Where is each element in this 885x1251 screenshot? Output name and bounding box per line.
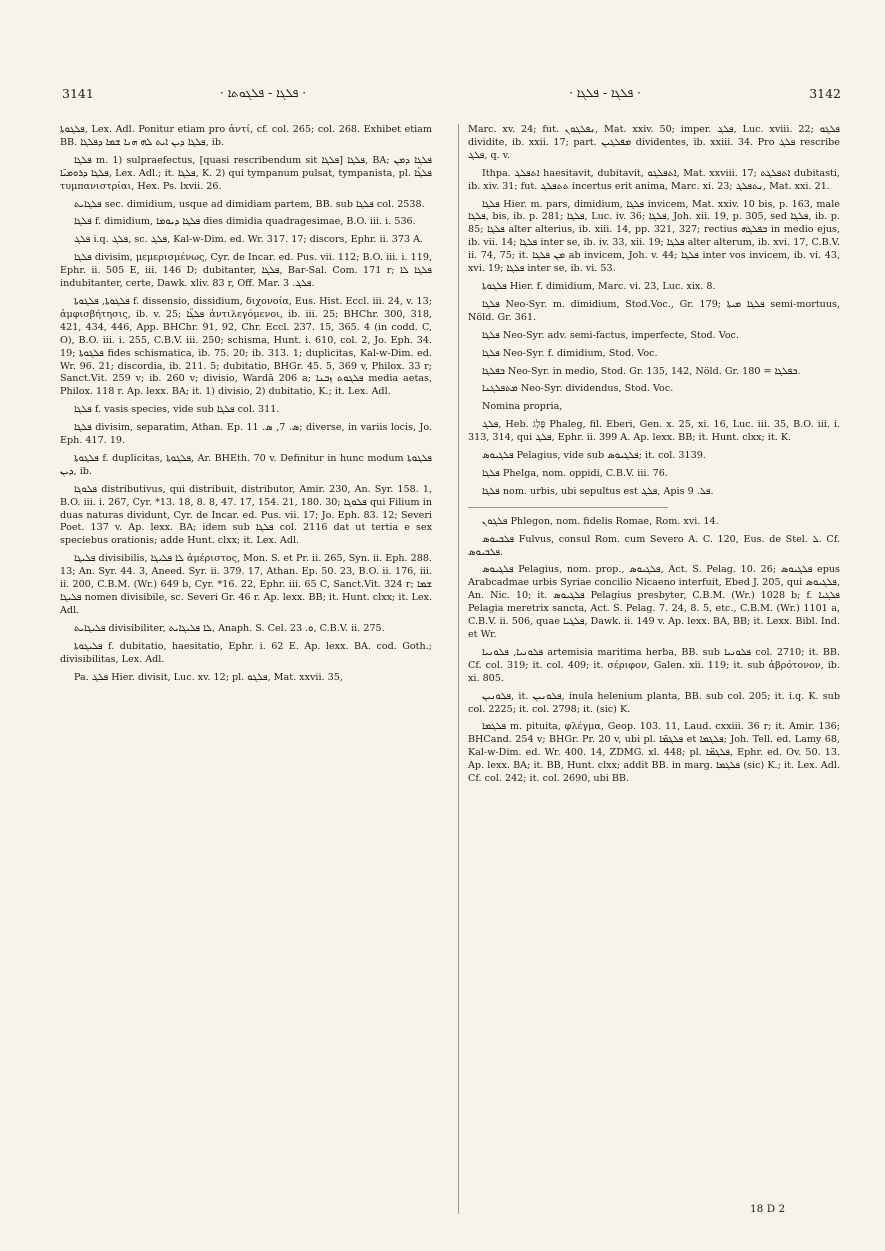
right-running-title: · ܦܠܓܐ - ܦܠܓܐ · xyxy=(569,86,641,100)
dictionary-entry: ܦܠܘܢܝܐ, ܦܠܘܢܝܐ artemisia maritima herba, BB. sub ܦܠܘܢܝܐ col. 2710; it. BB. Cf. col. 319; it. col. 409; it. σέριφον, Galen. xii. 119; it. sub ἀβρότονον, ib. xi. 805. xyxy=(468,646,840,684)
column-divider xyxy=(458,124,459,1214)
dictionary-entry: ܦܠܝܓܘܬܐ f. dubitatio, haesitatio, Ephr. i. 62 E. Ap. lexx. BA. cod. Goth.; divisibilitas, Lex. Adl. xyxy=(60,640,432,665)
dictionary-entry: ܦܠܓܘܬܐ, ܦܠܓܘܬܐ f. dissensio, dissidium, διχονοία, Eus. Hist. Eccl. iii. 24, v. 13; ἀμφισβήτησις, ib. v. 25; ܦܠܓ̈ܐ ἀντιλεγόμενοι, ib. iii. 25; BHChr. 300, 318, 421, 434, 446, App. BHChr. 91, 92, Chr. Eccl. 237. 15, 365. 4 (in codd. C, O), B.O. iii. i. 255, C.B.V. iii. 250; schisma, Hunt. i. 610, col. 2, Jo. Eph. 34. 19; ܦܠܓܘܬܐ fides schismatica, ib. 75. 20; ib. 313. 1; duplicitas, Kal-w-Dim. ed. Wr. 96. 21; discordia, ib. 211. 5; dubitatio, BHGr. 45. 5, 369 v, Philox. 33 r; Sanct.Vit. 259 v; ib. 260 v; divisio, Wardā 206 a; ܦܠܓܘܬ ܙܒܢܐ media aetas, Philox. 118 r. Ap. lexx. BA; it. 1) divisio, 2) dubitatio, K.; it. Lex. Adl. xyxy=(60,295,432,398)
dictionary-entry: ܦܠܝܓܐ divisibilis, ܠܐ ܦܠܝܓܐ ἀμέριστος, Mon. S. et Pr. ii. 265, Syn. ii. Eph. 288. 13; An. Syr. 44. 3, Aneed. Syr. ii. 379. 17, Athan. Ep. 50. 23, B.O. ii. 176, iii. ii. 200, C.B.M. (Wr.) 649 b, Cyr. *16. 22, Ephr. iii. 65 C, Sanct.Vit. 324 r; ܫܡܐ ܦܠܝܓܐ nomen divisibile, sc. Severi Gr. 46 r. Ap. lexx. BB; it. Hunt. clxx; it. Lex. Adl. xyxy=(60,553,432,616)
dictionary-entry: ܦܠܓܡܐ m. pituita, φλέγμα, Geop. 103. 11, Laud. cxxiii. 36 r; it. Amir. 136; BHCand. 254 v; BHGr. Pr. 20 v, ubi pl. ܦܠܓܡ̈ܐ et ܦܠܓܡܐ; Joh. Tell. ed. Lamy 68, Kal-w-Dim. ed. Wr. 400. 14, ZDMG. xl. 448; pl. ܦܠܓܡ̈ܐ, Ephr. ed. Ov. 50. 13. Ap. lexx. BA; it. BB, Hunt. clxx; addit BB. in marg. ܦܠܓܡܐ (sic) K.; it. Lex. Adl. Cf. col. 242; it. col. 2690, ubi BB. xyxy=(468,721,840,785)
dictionary-entry: ܦܠܓܐ Neo-Syr. m. dimidium, Stod.Voc., Gr. 179; ܦܠܓܐ ܡܝܬܐ semi-mortuus, Nöld. Gr. 361. xyxy=(468,298,840,323)
left-column xyxy=(60,124,432,1216)
dictionary-entry: ܒܦܠܓܐ Neo-Syr. in medio, Stod. Gr. 135, 142, Nöld. Gr. 180 = ܒܦܠܓܐ. xyxy=(482,365,801,377)
dictionary-entry: ܦܠܘܢܝܢ, it. ܦܠܘܢܝܢ, inula helenium planta, BB. sub col. 205; it. i.q. K. sub col. 2225; it. col. 2798; it. (sic) K. xyxy=(468,690,840,715)
dictionary-entry: ܦܠܘܓܐ distributivus, qui distribuit, distributor, Amir. 230, An. Syr. 158. 1, B.O. iii. i. 267, Cyr. *13. 18, 8. 8, 47. 17, 154. 21, 180. 30; ܦܠܘܓܐ qui Filium in duas naturas dividunt, Cyr. de Incar. ed. Pus. vii. 17; Jo. Eph. 83. 12; Severi Poet. 137 v. Ap. lexx. BA; idem sub ܦܠܓܐ col. 2116 dat ut tertia e sex speciebus orationis; adde Hunt. clxx; it. Lex. Adl. xyxy=(60,483,432,547)
dictionary-entry: ܦܠܓܐ divisim, separatim, Athan. Ep. ܣ. 7, ܣ. 11; diverse, in variis locis, Jo. Eph. 417. 19. xyxy=(60,422,432,447)
dictionary-entry: ܦܠܓܐ nom. urbis, ubi sepultus est ܦܠܓ, Apis ܦܠ. 9. xyxy=(482,485,714,497)
dictionary-entry: ܦܠܓܘܬܐ Hier. f. dimidium, Marc. vi. 23, Luc. xix. 8. xyxy=(482,280,716,292)
right-page-number: 3142 xyxy=(809,86,841,101)
dictionary-entry: ܦܠܓܐ f. vasis species, vide sub ܦܠܓܐ col. 311. xyxy=(74,404,280,416)
signature-mark: 18 D 2 xyxy=(750,1203,786,1215)
left-page-number: 3141 xyxy=(62,86,94,101)
dictionary-entry: ܦܠܓܐ Neo-Syr. adv. semi-factus, imperfecte, Stod. Voc. xyxy=(482,329,740,341)
dictionary-entry: ܦܠܓܐ m. 1) sulpraefectus, [quasi rescribendum sit ܦܠܓܐ] ܦܠܓܐ, BA; ܦܠܓܐ ܕܡܢ ܦܠܓܐ ܕܪܘܡܝ̈ܐ, Lex. Adl.; it. ܦܠܓܐ, K. 2) qui tympanum pulsat, tympanista, pl. ܦܠܓ̈ܐ τυμπανιστρίαι, Hex. Ps. lxvii. 26. xyxy=(60,154,432,192)
right-column xyxy=(468,124,840,1216)
dictionary-entry: ܦܠܓܘܬܐ, Lex. Adl. Ponitur etiam pro ἀντί, cf. col. 265; col. 268. Exhibet etiam BB. ܦܠܓܐ ܕܝܢ ܐܝܬ ܠܗ ܗܢܐ ܫܡܐ ܕܦܠܓܐ, ib. xyxy=(60,124,432,148)
dictionary-entry: ܡܬܦܠܓܢܐ Neo-Syr. dividendus, Stod. Voc. xyxy=(482,383,674,395)
dictionary-entry: ܦܠܓܘܢ Phlegon, nom. fidelis Romae, Rom. xvi. 14. xyxy=(482,515,719,527)
section-rule xyxy=(468,507,668,508)
dictionary-entry: ܦܠܓܐ f. dimidium, ܦܠܓܐ ܕܝܘܡܐ dies dimidia quadragesimae, B.O. iii. i. 536. xyxy=(74,216,416,228)
dictionary-entry: ܦܠܓܝܘܣ Pelagius, vide sub ܦܠܓܝܘܣ; it. col. 3139. xyxy=(482,450,706,462)
dictionary-entry: ܦܠܓܐ Phelga, nom. oppidi, C.B.V. iii. 76. xyxy=(482,467,668,479)
dictionary-entry: Marc. xv. 24; fut. ܢܦܠܓܘܢ, Mat. xxiv. 50; imper. ܦܠܓ, Luc. xviii. 22; ܦܠܓܘ dividite, ib. xxii. 17; part. ܡܦܠܓܝܢ dividentes, ib. xxiii. 34. Pro ܦܠܓ rescribe ܦܠܓ, q. v. xyxy=(468,124,840,161)
left-running-title: · ܦܠܓܐ - ܦܠܓܘܬܐ · xyxy=(219,86,307,100)
dictionary-entry: ܦܠܓܘܬܐ f. duplicitas, ܦܠܓܘܬܐ, Ar. BHEth. 70 v. Definitur in hunc modum ܦܠܓܘܬܐ ܕܝܢ, ib. xyxy=(60,452,432,477)
dictionary-entry: Pa. ܦܠܓ Hier. divisit, Luc. xv. 12; pl. ܦܠܓܘ, Mat. xxvii. 35, xyxy=(74,671,343,683)
section-heading: Nomina propria, xyxy=(482,401,563,413)
dictionary-entry: ܦܠܓ, Heb. פֶּלֶג Phaleg, fil. Eberi, Gen. x. 25, xi. 16, Luc. iii. 35, B.O. iii. i. 313, 314, qui ܦܠܓ, Ephr. ii. 399 A. Ap. lexx. BB; it. Hunt. clxx; it. K. xyxy=(468,419,840,444)
dictionary-entry: ܦܠܝܓܐܝܬ divisibiliter, ܠܐ ܦܠܝܓܐܝܬ, Anaph. S. Cel. ܘ. 23, C.B.V. ii. 275. xyxy=(74,622,385,634)
dictionary-entry: ܦܠܓܐ divisim, μεμερισμένως, Cyr. de Incar. ed. Pus. vii. 112; B.O. iii. i. 119, Ephr. ii. 505 E, iii. 146 D; dubitanter, ܦܠܓܐ, Bar-Sal. Com. 171 r; ܦܠܓܐ ܠܐ indubitanter, certe, Dawk. xliv. 83 r, Off. Mar. ܦܠܓ. 3. xyxy=(60,252,432,290)
dictionary-entry: ܦܠܓ i.q. ܦܠܓ, sc. ܦܠܓ, Kal-w-Dim. ed. Wr. 317. 17; discors, Ephr. ii. 373 A. xyxy=(74,234,424,246)
dictionary-entry: ܦܠܒܝܘܣ Fulvus, consul Rom. cum Severo A. C. 120, Eus. de Stel. ܠ. Cf. ܦܠܒܝܘܣ. xyxy=(468,533,840,558)
dictionary-entry: ܦܠܓܐܝܬ sec. dimidium, usque ad dimidiam partem, BB. sub ܦܠܓܐ col. 2538. xyxy=(74,198,425,210)
dictionary-entry: Ithpa. ܐܬܦܠܓ haesitavit, dubitavit, ܐܬܦܠܓܘ, Mat. xxviii. 17; ܐܬܦܠܓܬ dubitasti, ib. xiv. 31; fut. ܬܬܦܠܓ incertus erit anima, Marc. xi. 23; ܢܬܦܠܓ, Mat. xxi. 21. xyxy=(468,167,840,192)
dictionary-entry: ܦܠܓܐ Hier. m. pars, dimidium, ܦܠܓܐ invicem, Mat. xxiv. 10 bis, p. 163, male ܦܠܓܐ, bis, ib. p. 281; ܦܠܓܐ, Luc. iv. 36; ܦܠܓܐ, Joh. xii. 19, p. 305, sed ܦܠܓܐ, ib. p. 85; ܦܠܓܐ alter alterius, ib. xiii. 14, pp. 321, 327; rectius ܒܦܠܓܗ in medio ejus, ib. vii. 14; ܦܠܓܐ inter se, ib. iv. 33, xii. 19; ܦܠܓܐ alter alterum, ib. xvi. 17, C.B.V. ii. 74, 75; it. ܡܢ ܦܠܓܐ ab invicem, Joh. v. 44; ܦܠܓܐ inter vos invicem, ib. vi. 43, xvi. 19; ܦܠܓܐ inter se, ib. vi. 53. xyxy=(468,198,840,275)
dictionary-entry: ܦܠܓܝܘܣ Pelagius, nom. prop., ܦܠܓܝܘܣ, Act. S. Pelag. 10. 26; ܦܠܓܝܘܣ epus Arabcadmae urbis Syriae concilio Nicaeno interfuit, Ebed J. 205, qui ܦܠܓܝܘܣ, An. Nic. 10; it. ܦܠܓܝܘܣ Pelagius presbyter, C.B.M. (Wr.) 1028 b; f. ܦܠܓܝܐ Pelagia meretrix sancta, Act. S. Pelag. 7. 24, 8. 5, etc., C.B.M. (Wr.) 1101 a, C.B.V. ii. 506, quae ܦܠܓܝܐ, Dawk. ii. 149 v. Ap. lexx. BA, BB; it. Lexx. Bibl. Ind. et Wr. xyxy=(468,564,840,640)
dictionary-entry: ܦܠܓܐ Neo-Syr. f. dimidium, Stod. Voc. xyxy=(482,347,658,359)
